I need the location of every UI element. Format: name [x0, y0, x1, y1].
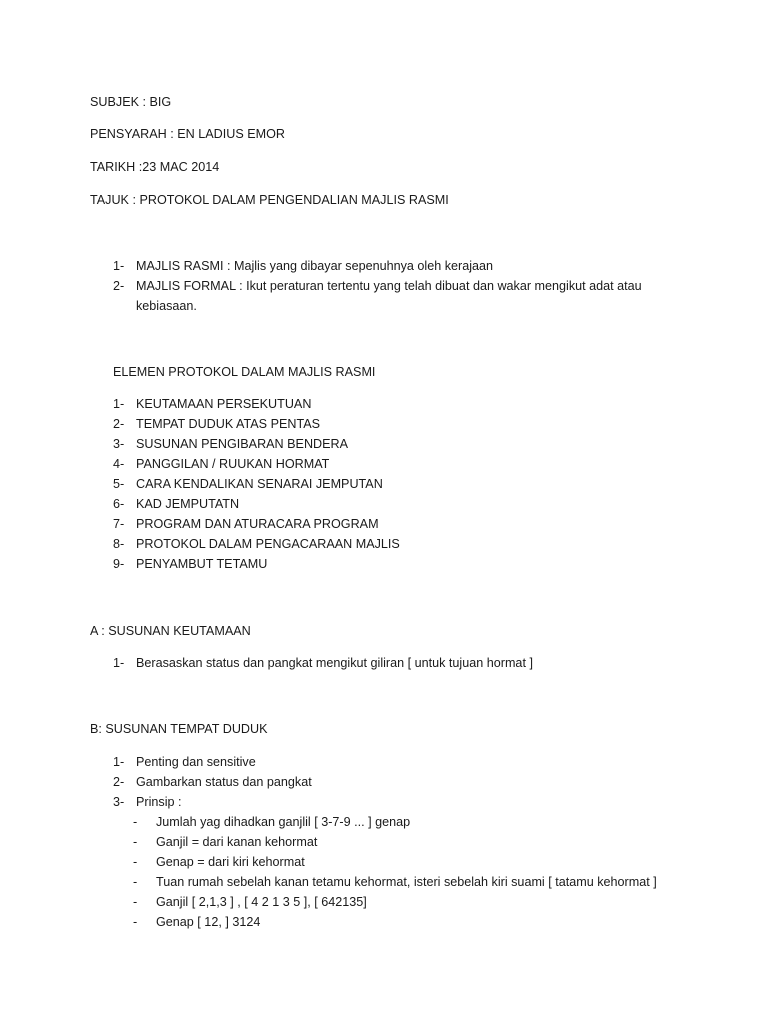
- item-text: Penting dan sensitive: [136, 755, 256, 769]
- item-text: PENYAMBUT TETAMU: [136, 557, 268, 571]
- item-text: CARA KENDALIKAN SENARAI JEMPUTAN: [136, 477, 383, 491]
- dash-bullet: -: [133, 875, 138, 889]
- item-text: TEMPAT DUDUK ATAS PENTAS: [136, 417, 321, 431]
- item-text: Genap = dari kiri kehormat: [156, 855, 305, 869]
- date-line: TARIKH :23 MAC 2014: [90, 160, 220, 174]
- list-item: [133, 832, 657, 852]
- item-number: 1-: [113, 397, 125, 411]
- dash-bullet: -: [133, 815, 138, 829]
- item-number: 8-: [113, 537, 125, 551]
- item-text: SUSUNAN PENGIBARAN BENDERA: [136, 437, 349, 451]
- item-text: KAD JEMPUTATN: [136, 497, 240, 511]
- item-text: PROGRAM DAN ATURACARA PROGRAM: [136, 517, 379, 531]
- item-text: Ganjil = dari kanan kehormat: [156, 835, 318, 849]
- list-item: [133, 872, 657, 892]
- item-text: PANGGILAN / RUUKAN HORMAT: [136, 457, 330, 471]
- section-a-list: [113, 653, 713, 673]
- list-item: [113, 276, 713, 316]
- item-text: Genap [ 12, ] 3124: [156, 915, 261, 929]
- list-item: [113, 514, 713, 534]
- list-item: [133, 812, 657, 832]
- item-number: 2-: [113, 279, 125, 293]
- item-number: 4-: [113, 457, 125, 471]
- dash-bullet: -: [133, 855, 138, 869]
- item-text: Gambarkan status dan pangkat: [136, 775, 312, 789]
- list-item: [133, 852, 657, 872]
- list-item: [113, 474, 713, 494]
- item-number: 3-: [113, 795, 125, 809]
- list-item: [113, 494, 713, 514]
- item-text: MAJLIS RASMI : Majlis yang dibayar sepenuhnya oleh kerajaan: [136, 259, 494, 273]
- elements-list: [113, 394, 713, 574]
- subject-line: SUBJEK : BIG: [90, 95, 172, 109]
- item-number: 2-: [113, 417, 125, 431]
- section-a-heading: A : SUSUNAN KEUTAMAAN: [90, 624, 251, 638]
- list-item: [113, 394, 713, 414]
- dash-bullet: -: [133, 835, 138, 849]
- list-item: [113, 454, 713, 474]
- principles-list: [133, 812, 657, 932]
- section-b-list: [113, 752, 713, 812]
- item-number: 2-: [113, 775, 125, 789]
- list-item: [113, 752, 713, 772]
- item-text: Berasaskan status dan pangkat mengikut giliran [ untuk tujuan hormat ]: [136, 656, 533, 670]
- list-item: [113, 256, 713, 276]
- item-text: Tuan rumah sebelah kanan tetamu kehormat, isteri sebelah kiri suami [ tatamu kehormat ]: [156, 875, 657, 889]
- list-item: [113, 772, 713, 792]
- list-item: [113, 554, 713, 574]
- definitions-list: [113, 256, 713, 316]
- list-item: [113, 653, 713, 673]
- item-text: Ganjil [ 2,1,3 ] , [ 4 2 1 3 5 ], [ 642135]: [156, 895, 367, 909]
- list-item: [113, 414, 713, 434]
- item-text: MAJLIS FORMAL : Ikut peraturan tertentu yang telah dibuat dan wakar mengikut adat atau kebiasaan.: [136, 279, 642, 313]
- section-b-heading: B: SUSUNAN TEMPAT DUDUK: [90, 722, 268, 736]
- item-text: Jumlah yag dihadkan ganjlil [ 3-7-9 ... ] genap: [156, 815, 411, 829]
- item-text: PROTOKOL DALAM PENGACARAAN MAJLIS: [136, 537, 400, 551]
- item-number: 1-: [113, 656, 125, 670]
- item-number: 7-: [113, 517, 125, 531]
- item-number: 3-: [113, 437, 125, 451]
- item-number: 1-: [113, 259, 125, 273]
- item-number: 9-: [113, 557, 125, 571]
- elements-heading: ELEMEN PROTOKOL DALAM MAJLIS RASMI: [113, 365, 376, 379]
- item-number: 6-: [113, 497, 125, 511]
- item-number: 5-: [113, 477, 125, 491]
- item-text: KEUTAMAAN PERSEKUTUAN: [136, 397, 312, 411]
- dash-bullet: -: [133, 895, 138, 909]
- item-number: 1-: [113, 755, 125, 769]
- lecturer-line: PENSYARAH : EN LADIUS EMOR: [90, 127, 286, 141]
- item-text: Prinsip :: [136, 795, 182, 809]
- list-item: [133, 912, 657, 932]
- list-item: [113, 534, 713, 554]
- title-line: TAJUK : PROTOKOL DALAM PENGENDALIAN MAJLIS RASMI: [90, 193, 449, 207]
- list-item: [113, 434, 713, 454]
- list-item: [113, 792, 713, 812]
- list-item: [133, 892, 657, 912]
- dash-bullet: -: [133, 915, 138, 929]
